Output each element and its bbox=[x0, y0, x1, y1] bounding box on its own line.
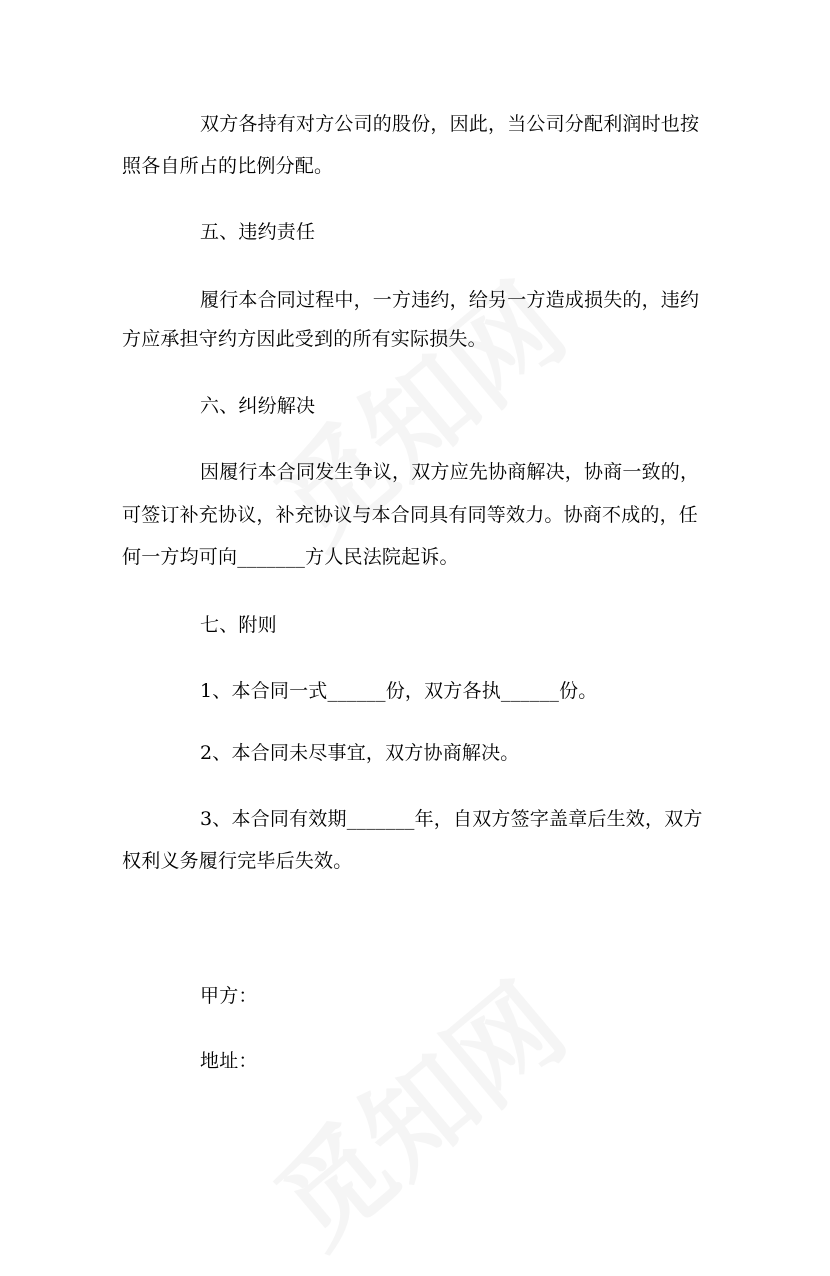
paragraph-breach-line-2: 方应承担守约方因此受到的所有实际损失。 bbox=[122, 328, 487, 350]
paragraph-dispute-line-1: 因履行本合同发生争议，双方应先协商解决，协商一致的， bbox=[200, 461, 700, 483]
paragraph-profit-line-2: 照各自所占的比例分配。 bbox=[122, 155, 334, 177]
section-heading-breach: 五、违约责任 bbox=[200, 221, 316, 243]
clause-validity-line-2: 权利义务履行完毕后失效。 bbox=[122, 850, 353, 872]
address-label: 地址： bbox=[200, 1050, 258, 1072]
section-heading-dispute: 六、纠纷解决 bbox=[200, 395, 316, 417]
party-a-label: 甲方： bbox=[200, 985, 258, 1007]
section-heading-supplementary: 七、附则 bbox=[200, 614, 277, 636]
paragraph-dispute-line-2: 可签订补充协议，补充协议与本合同具有同等效力。协商不成的，任 bbox=[122, 504, 699, 526]
clause-validity-line-1: 3、本合同有效期_______年，自双方签字盖章后生效，双方 bbox=[200, 808, 703, 830]
clause-unresolved-matters: 2、本合同未尽事宜，双方协商解决。 bbox=[200, 742, 520, 764]
paragraph-profit-line-1: 双方各持有对方公司的股份，因此，当公司分配利润时也按 bbox=[200, 113, 700, 135]
clause-copies: 1、本合同一式______份，双方各执______份。 bbox=[200, 680, 598, 702]
paragraph-dispute-line-3: 何一方均可向_______方人民法院起诉。 bbox=[122, 546, 459, 568]
paragraph-breach-line-1: 履行本合同过程中，一方违约，给另一方造成损失的，违约 bbox=[200, 289, 700, 311]
watermark-text-bottom bbox=[238, 942, 592, 1275]
